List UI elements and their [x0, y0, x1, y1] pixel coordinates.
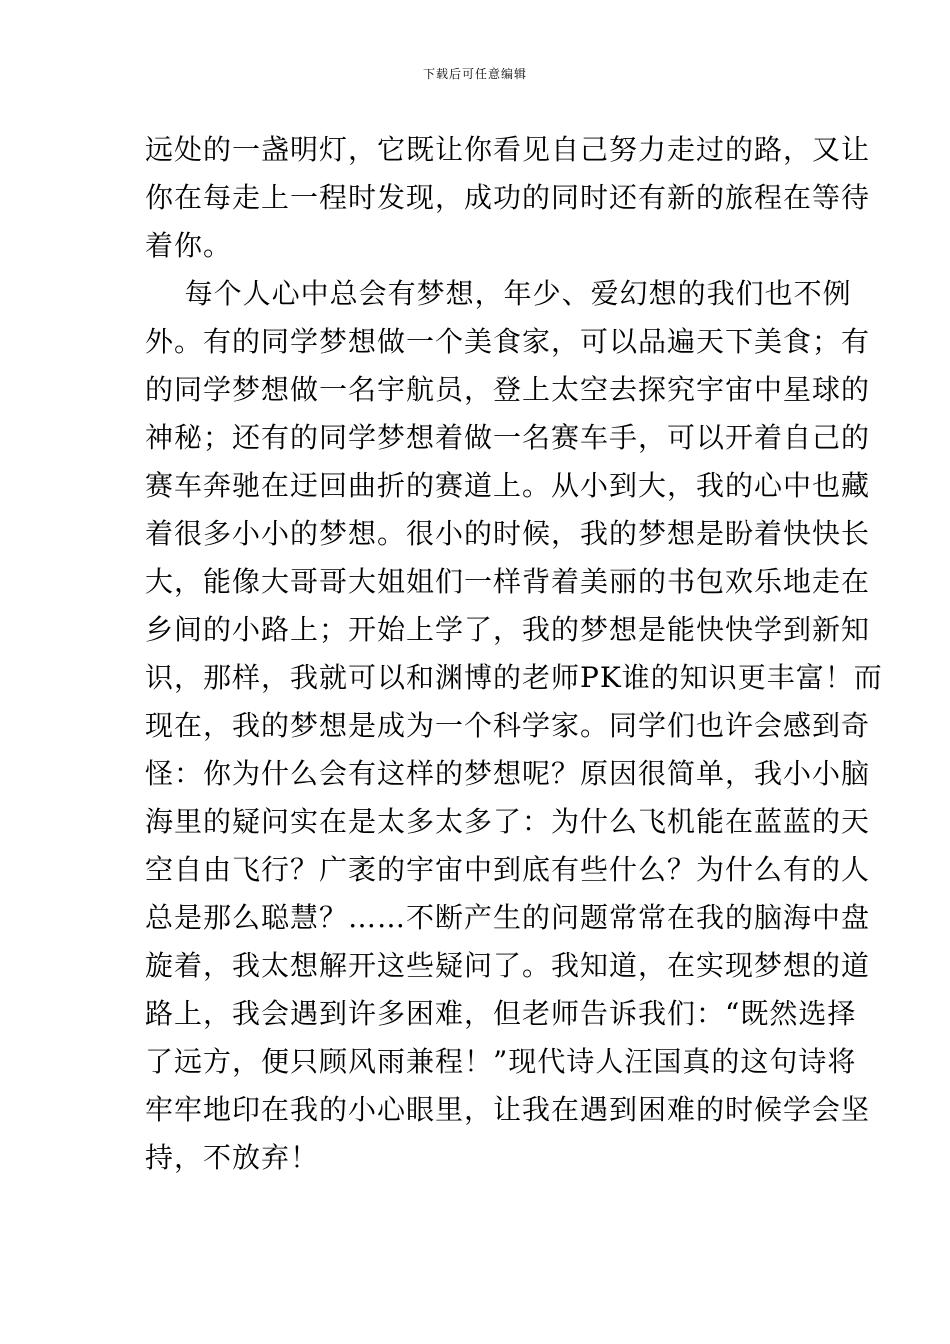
page-header: 下载后可任意编辑 — [422, 67, 527, 81]
text-line: 持，不放弃！ — [145, 1141, 320, 1174]
text-line: 空自由飞行？广袤的宇宙中到底有些什么？为什么有的人 — [145, 853, 871, 886]
text-line: 远处的一盏明灯，它既让你看见自己努力走过的路，又让 — [145, 133, 871, 166]
text-line: 外。有的同学梦想做一个美食家，可以品遍天下美食；有 — [145, 325, 871, 358]
body-text — [145, 126, 883, 1182]
text-line: 你在每走上一程时发现，成功的同时还有新的旅程在等待 — [145, 181, 871, 214]
text-line: 着你。 — [145, 229, 233, 262]
text-line: 现在，我的梦想是成为一个科学家。同学们也许会感到奇 — [145, 709, 871, 742]
text-line: 海里的疑问实在是太多太多了：为什么飞机能在蓝蓝的天 — [145, 805, 871, 838]
text-line: 怪：你为什么会有这样的梦想呢？原因很简单，我小小脑 — [145, 757, 871, 790]
text-line: 每个人心中总会有梦想，年少、爱幻想的我们也不例 — [145, 277, 852, 310]
text-line: 着很多小小的梦想。很小的时候，我的梦想是盼着快快长 — [145, 517, 871, 550]
text-line: 赛车奔驰在迂回曲折的赛道上。从小到大，我的心中也藏 — [145, 469, 871, 502]
text-line: 大，能像大哥哥大姐姐们一样背着美丽的书包欢乐地走在 — [145, 565, 871, 598]
text-line: 总是那么聪慧？……不断产生的问题常常在我的脑海中盘 — [145, 901, 871, 934]
text-line: 乡间的小路上；开始上学了，我的梦想是能快快学到新知 — [145, 613, 871, 646]
text-line: 的同学梦想做一名宇航员，登上太空去探究宇宙中星球的 — [145, 373, 871, 406]
text-line: 旋着，我太想解开这些疑问了。我知道，在实现梦想的道 — [145, 949, 871, 982]
text-line: 了远方，便只顾风雨兼程！”现代诗人汪国真的这句诗将 — [145, 1045, 857, 1078]
text-line: 路上，我会遇到许多困难，但老师告诉我们：“既然选择 — [145, 997, 857, 1030]
text-line: 识，那样，我就可以和渊博的老师PK谁的知识更丰富！而 — [145, 661, 883, 694]
text-line: 神秘；还有的同学梦想着做一名赛车手，可以开着自己的 — [145, 421, 871, 454]
text-line: 牢牢地印在我的小心眼里，让我在遇到困难的时候学会坚 — [145, 1093, 871, 1126]
